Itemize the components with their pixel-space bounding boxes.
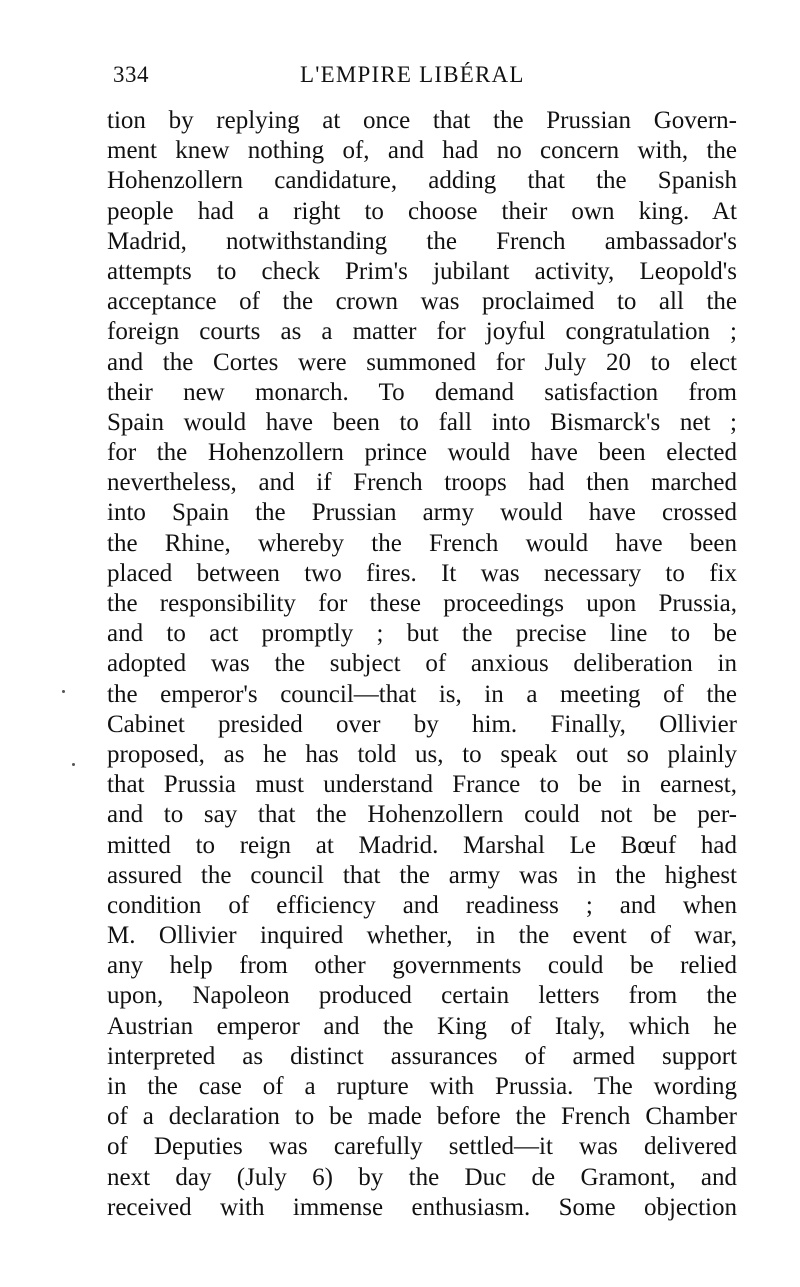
text-line: attempts to check Prim's jubilant activity, Leopold's	[107, 257, 737, 285]
text-line: their new monarch. To demand satisfaction from	[107, 378, 737, 406]
text-line: received with immense enthusiasm. Some objection	[107, 1193, 737, 1221]
text-line: placed between two fires. It was necessary to fix	[107, 559, 737, 587]
text-line: Austrian emperor and the King of Italy, which he	[107, 1012, 737, 1040]
text-line: assured the council that the army was in the highest	[107, 861, 737, 889]
book-title: L'EMPIRE LIBÉRAL	[300, 62, 525, 87]
text-line: Spain would have been to fall into Bismarck's net ;	[107, 408, 737, 436]
text-line: and to act promptly ; but the precise line to be	[107, 620, 737, 648]
text-line: that Prussia must understand France to be in earnest,	[107, 771, 737, 799]
text-line: the Rhine, whereby the French would have been	[107, 529, 737, 557]
margin-speck	[72, 763, 75, 766]
text-line: upon, Napoleon produced certain letters from the	[107, 982, 737, 1010]
text-line: Madrid, notwithstanding the French ambassador's	[107, 227, 737, 255]
text-line: condition of efficiency and readiness ; and when	[107, 891, 737, 919]
text-line: Cabinet presided over by him. Finally, Ollivier	[107, 710, 737, 738]
text-line: proposed, as he has told us, to speak out so plainly	[107, 740, 737, 768]
text-line: Hohenzollern candidature, adding that the Spanish	[107, 167, 737, 195]
text-line: tion by replying at once that the Prussian Govern-	[107, 107, 737, 134]
page-number: 334	[113, 62, 149, 87]
text-line: into Spain the Prussian army would have crossed	[107, 499, 737, 527]
text-line: for the Hohenzollern prince would have been elected	[107, 439, 737, 467]
text-line: M. Ollivier inquired whether, in the event of war,	[107, 922, 737, 950]
text-line: ment knew nothing of, and had no concern with, the	[107, 137, 737, 165]
text-line: mitted to reign at Madrid. Marshal Le Bœuf had	[107, 831, 737, 859]
text-line: adopted was the subject of anxious deliberation in	[107, 650, 737, 678]
margin-speck	[62, 690, 65, 693]
text-line: and to say that the Hohenzollern could not be per-	[107, 801, 737, 829]
text-line: interpreted as distinct assurances of armed support	[107, 1042, 737, 1070]
text-line: the responsibility for these proceedings upon Prussia,	[107, 590, 737, 617]
text-line: foreign courts as a matter for joyful congratulation ;	[107, 318, 737, 346]
text-line: nevertheless, and if French troops had then marched	[107, 469, 737, 497]
text-line: any help from other governments could be relied	[107, 952, 737, 980]
text-line: of a declaration to be made before the French Chamber	[107, 1103, 737, 1131]
text-line: next day (July 6) by the Duc de Gramont, and	[107, 1163, 737, 1191]
text-line: the emperor's council—that is, in a meeting of the	[107, 680, 737, 708]
body-text	[107, 106, 737, 1223]
text-line: in the case of a rupture with Prussia. The wording	[107, 1073, 737, 1100]
text-line: of Deputies was carefully settled—it was delivered	[107, 1133, 737, 1161]
text-line: and the Cortes were summoned for July 20 to elect	[107, 348, 737, 376]
text-line: people had a right to choose their own king. At	[107, 197, 737, 225]
text-line: acceptance of the crown was proclaimed to all the	[107, 288, 737, 316]
running-head	[113, 58, 743, 92]
